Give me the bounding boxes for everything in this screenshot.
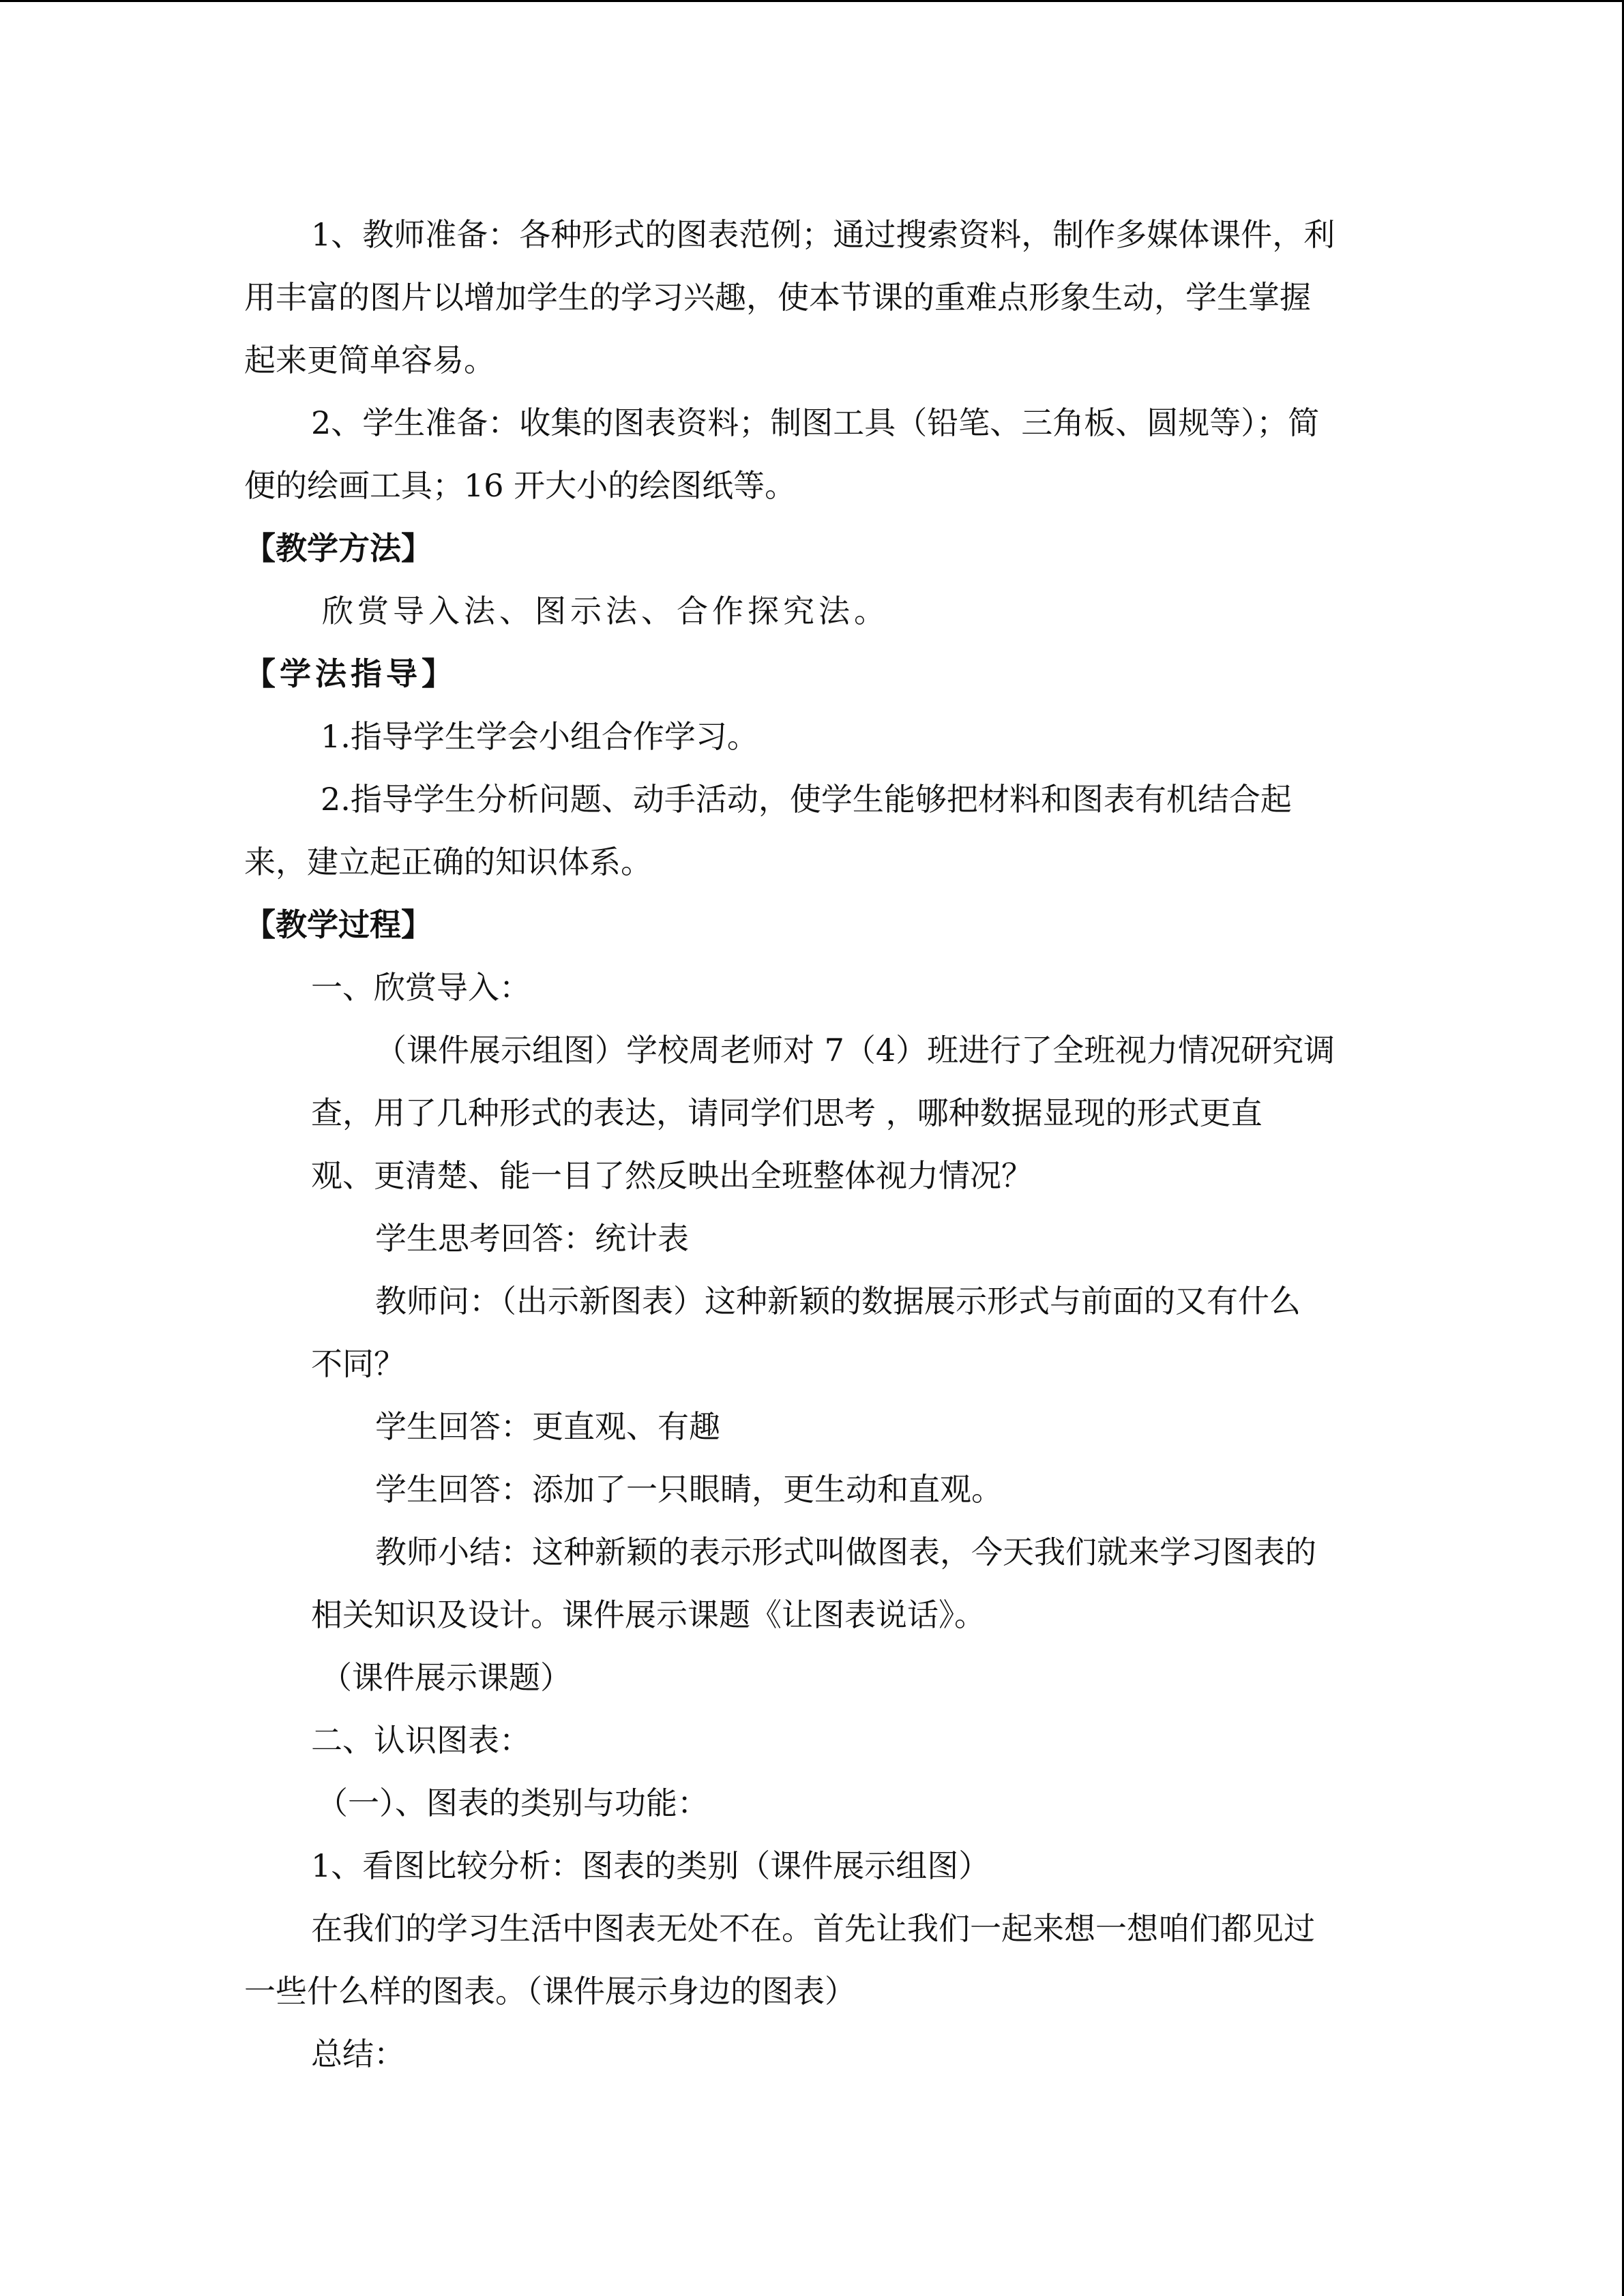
text-line: （一）、图表的类别与功能： [316,1785,709,1821]
text-line: 学生回答：添加了一只眼睛，更生动和直观。 [375,1471,1003,1508]
text-line: 欣赏导入法、图示法、合作探究法。 [322,593,889,629]
text-line: 起来更简单容易。 [244,342,495,378]
text-line: 一些什么样的图表。（课件展示身边的图表） [244,1973,856,2010]
text-line: 1.指导学生学会小组合作学习。 [321,718,758,755]
text-line: 1、看图比较分析：图表的类别（课件展示组图） [311,1847,990,1884]
text-line: 一、欣赏导入： [311,969,531,1006]
text-line: 查，用了几种形式的表达，请同学们思考 ，哪种数据显现的形式更直 [311,1094,1263,1131]
text-line: 学生回答：更直观、有趣 [375,1408,720,1445]
text-line: 教师小结：这种新颖的表示形式叫做图表，今天我们就来学习图表的 [375,1534,1316,1570]
text-line: 观、更清楚、能一目了然反映出全班整体视力情况？ [311,1157,1033,1194]
text-line: 二、认识图表： [311,1722,531,1759]
text-line: 相关知识及设计。课件展示课题《让图表说话》。 [311,1596,986,1633]
section-heading: 【教学过程】 [244,906,432,943]
section-heading: 【学法指导】 [244,655,457,692]
text-line: （课件展示组图）学校周老师对 7（4）班进行了全班视力情况研究调 [375,1032,1335,1069]
text-line: 教师问：（出示新图表）这种新颖的数据展示形式与前面的又有什么 [375,1283,1301,1320]
text-line: 2.指导学生分析问题、动手活动，使学生能够把材料和图表有机结合起 [321,781,1292,818]
text-line: 不同？ [311,1345,405,1382]
text-line: 在我们的学习生活中图表无处不在。首先让我们一起来想一想咱们都见过 [311,1910,1315,1947]
text-line: 学生思考回答：统计表 [375,1220,689,1257]
text-line: （课件展示课题） [321,1659,572,1696]
text-line: 2、学生准备：收集的图表资料；制图工具（铅笔、三角板、圆规等）；简 [311,404,1320,441]
text-line: 用丰富的图片以增加学生的学习兴趣，使本节课的重难点形象生动，学生掌握 [244,279,1311,316]
text-line: 来，建立起正确的知识体系。 [244,844,652,880]
text-line: 便的绘画工具；16 开大小的绘图纸等。 [244,467,797,504]
text-line: 1、教师准备：各种形式的图表范例；通过搜索资料，制作多媒体课件，利 [311,216,1335,253]
section-heading: 【教学方法】 [244,530,432,567]
text-line: 总结： [311,2036,405,2072]
